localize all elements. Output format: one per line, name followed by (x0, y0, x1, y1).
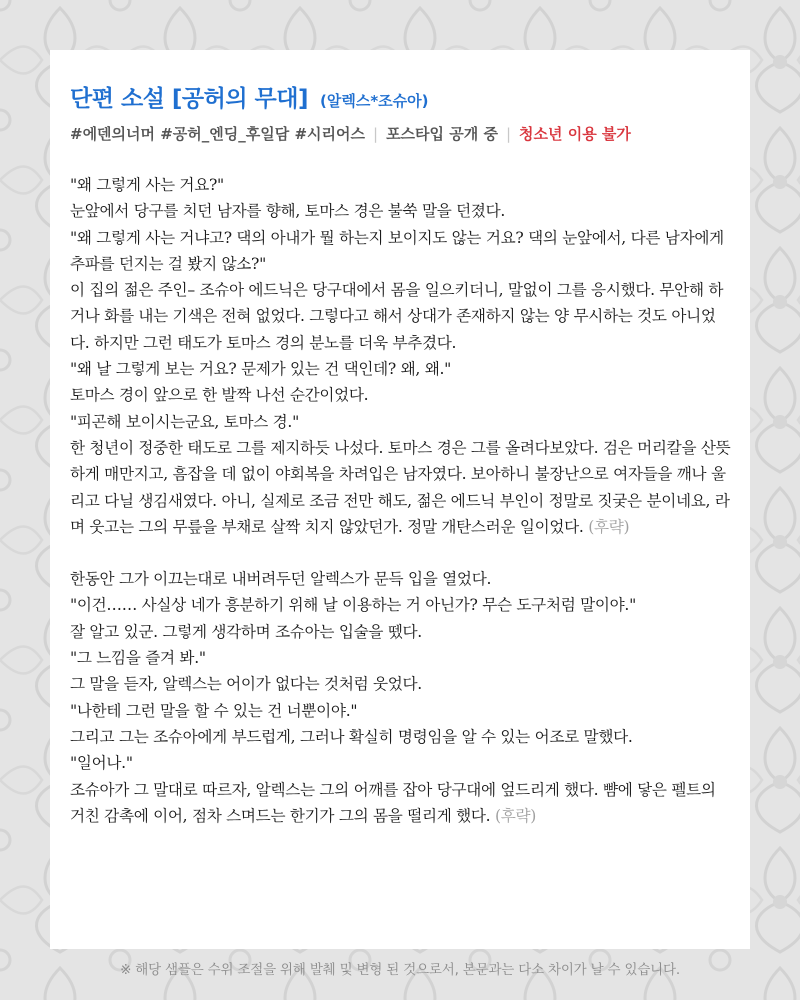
excerpt-line: "피곤해 보이시는군요, 토마스 경." (70, 412, 299, 431)
excerpt-line: 잘 알고 있군. 그렇게 생각하며 조슈아는 입술을 뗐다. (70, 622, 422, 641)
separator: | (373, 124, 379, 143)
page-title: 단편 소설 [공허의 무대] (70, 86, 309, 112)
excerpt-line: "그 느낌을 즐겨 봐." (70, 649, 206, 668)
excerpt-line: "이건…… 사실상 네가 흥분하기 위해 날 이용하는 거 아닌가? 무슨 도구처럼 말이야." (70, 596, 636, 615)
excerpt-line: 눈앞에서 당구를 치던 남자를 향해, 토마스 경은 불쑥 말을 던졌다. (70, 202, 506, 221)
pairing-subtitle: (알렉스*조슈아) (320, 92, 429, 110)
excerpt-line: 그리고 그는 조슈아에게 부드럽게, 그러나 확실히 명령임을 알 수 있는 어조로 말했다. (70, 727, 633, 746)
separator: | (505, 124, 512, 143)
excerpt-line: 이 집의 젊은 주인– 조슈아 에드닉은 당구대에서 몸을 일으키더니, 말없이 그를 응시했다. 무안해 하거나 화를 내는 기색은 전혀 없었다. 그렇다고 해서 상대가 존재하지 않는 양 무시하는 것도 아니었다. 하지만 그런 태도가 토마스 경의 분노를 더욱 부추겼다. (70, 281, 724, 352)
omission-mark: (후략) (588, 517, 630, 536)
title-row (70, 80, 732, 113)
excerpt-line: "왜 그렇게 사는 거요?" (70, 176, 224, 194)
section-gap (70, 540, 732, 566)
excerpt-line: "나한테 그런 말을 할 수 있는 건 너뿐이야." (70, 701, 358, 720)
disclaimer-note: ※ 해당 샘플은 수위 조절을 위해 발췌 및 변형 된 것으로서, 본문과는 다소 차이가 날 수 있습니다. (120, 962, 680, 978)
excerpt-body (70, 172, 732, 829)
excerpt-line: 토마스 경이 앞으로 한 발짝 나선 순간이었다. (70, 386, 369, 405)
excerpt-line: "일어나." (70, 754, 133, 773)
omission-mark: (후략) (495, 806, 537, 825)
tags-row (70, 123, 732, 144)
excerpt-text: 한 청년이 정중한 태도로 그를 제지하듯 나섰다. 토마스 경은 그를 올려다보았다. 검은 머리칼을 산뜻하게 매만지고, 흠잡을 데 없이 야회복을 차려입은 남자였다. 보아하니 불장난으로 여자들을 깨나 울리고 다닐 생김새였다. 아니, 실제로 조금 전만 해도, 젊은 에드닉 부인이 정말로 짓궂은 분이네요, 라며 웃고는 그의 무릎을 부채로 살짝 치지 않았던가. 정말 개탄스러운 일이었다. (70, 438, 731, 536)
excerpt-line: 한동안 그가 이끄는대로 내버려두던 알렉스가 문득 입을 열었다. (70, 570, 492, 589)
publish-status: 포스타입 공개 중 (386, 125, 498, 143)
excerpt-line (70, 435, 732, 540)
content-card (50, 50, 750, 949)
hashtags: #에덴의너머 #공허_엔딩_후일담 #시리어스 (70, 125, 365, 143)
excerpt-line: "왜 날 그렇게 보는 거요? 문제가 있는 건 댁인데? 왜, 왜." (70, 360, 452, 379)
age-rating-badge: 청소년 이용 불가 (519, 125, 631, 143)
excerpt-text: 조슈아가 그 말대로 따르자, 알렉스는 그의 어깨를 잡아 당구대에 엎드리게 했다. 뺨에 닿은 펠트의 거친 감촉에 이어, 점차 스며드는 한기가 그의 몸을 떨리게 했다. (70, 780, 716, 825)
excerpt-line: "왜 그렇게 사는 거냐고? 댁의 아내가 뭘 하는지 보이지도 않는 거요? 댁의 눈앞에서, 다른 남자에게 추파를 던지는 걸 봤지 않소?" (70, 228, 724, 273)
excerpt-line: 그 말을 듣자, 알렉스는 어이가 없다는 것처럼 웃었다. (70, 675, 422, 694)
excerpt-line (70, 777, 732, 830)
